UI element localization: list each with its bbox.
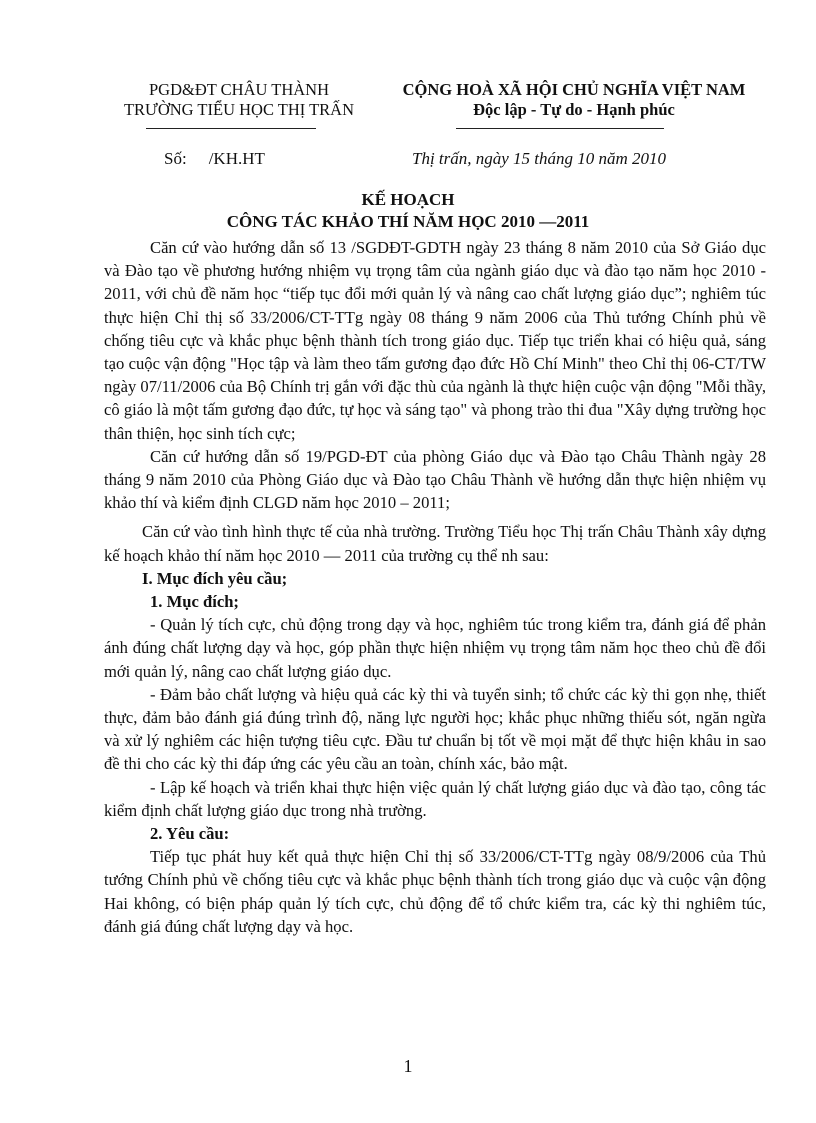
paragraph-objective-1: - Quản lý tích cực, chủ động trong dạy và học, nghiêm túc trong kiểm tra, đánh giá để phản ánh đúng chất lượng dạy và học, góp phần thực hiện nhiệm vụ trọng tâm năm học theo chủ đề đổi mới quản lý, nâng cao chất lượng giáo dục. xyxy=(104,615,766,681)
national-motto xyxy=(384,80,764,120)
agency-department: PGD&ĐT CHÂU THÀNH xyxy=(149,80,329,99)
document-title: KẾ HOẠCH xyxy=(361,190,455,209)
agency-school: TRƯỜNG TIỂU HỌC THỊ TRẤN xyxy=(123,100,355,119)
issuing-agency xyxy=(104,80,374,120)
paragraph-situation: Căn cứ vào tình hình thực tế của nhà trường. Trường Tiểu học Thị trấn Châu Thành xây dựng kế hoạch khảo thí năm học 2010 — 2011 của trường cụ thể nh sau: xyxy=(104,522,766,565)
motto: Độc lập - Tự do - Hạnh phúc xyxy=(473,100,675,119)
paragraph-objective-2: - Đảm bảo chất lượng và hiệu quả các kỳ thi và tuyển sinh; tổ chức các kỳ thi gọn nhẹ, thiết thực, đảm bảo đánh giá đúng trình độ, năng lực người học; khắc phục những thiếu sót, ngăn ngừa và xử lý nghiêm các hiện tượng tiêu cực. Đầu tư chuẩn bị tốt về mọi mặt để thực hiện khâu in sao đề thi cho các kỳ thi đáp ứng các yêu cầu an toàn, chính xác, bảo mật. xyxy=(104,684,766,774)
page-number: 1 xyxy=(403,1056,413,1076)
reference-label: Số: xyxy=(164,149,187,168)
subsection-heading-objectives: 1. Mục đích; xyxy=(150,592,239,612)
country-name: CỘNG HOÀ XÃ HỘI CHỦ NGHĨA VIỆT NAM xyxy=(402,80,746,99)
motto-underline xyxy=(456,128,664,129)
paragraph-objective-3: - Lập kế hoạch và triển khai thực hiện việc quản lý chất lượng giáo dục và đào tạo, công tác kiểm định chất lượng giáo dục trong nhà trường. xyxy=(104,777,766,820)
paragraph-legal-basis-1: Căn cứ vào hướng dẫn số 13 /SGDĐT-GDTH ngày 23 tháng 8 năm 2010 của Sở Giáo dục và Đào tạo về phương hướng nhiệm vụ trọng tâm của ngành giáo dục và đào tạo năm học 2010 - 2011, với chủ đề năm học “tiếp tục đổi mới quản lý và nâng cao chất lượng giáo dục”; nghiêm túc thực hiện Chỉ thị số 33/2006/CT-TTg ngày 08 tháng 9 năm 2006 của Thủ tướng Chính phủ về chống tiêu cực và khắc phục bệnh thành tích trong giáo dục. Tiếp tục triển khai có hiệu quả, sáng tạo cuộc vận động "Học tập và làm theo tấm gương đạo đức Hồ Chí Minh" theo Chỉ thị 06-CT/TW ngày 07/11/2006 của Bộ Chính trị gắn với đặc thù của ngành là thực hiện cuộc vận động "Mỗi thầy, cô giáo là một tấm gương đạo đức, tự học và sáng tạo" và phong trào thi đua "Xây dựng trường học thân thiện, học sinh tích cực; xyxy=(104,238,766,443)
document-date: Thị trấn, ngày 15 tháng 10 năm 2010 xyxy=(412,149,667,168)
document-reference xyxy=(164,149,265,169)
paragraph-requirements: Tiếp tục phát huy kết quả thực hiện Chỉ thị số 33/2006/CT-TTg ngày 08/9/2006 của Thủ tướng Chính phủ về chống tiêu cực và khắc phục bệnh thành tích trong giáo dục và cuộc vận động Hai không, có biện pháp quản lý tích cực, chủ động để tổ chức kiểm tra, các kỳ thi nghiêm túc, đánh giá đúng chất lượng dạy và học. xyxy=(104,847,766,936)
section-heading-purpose: I. Mục đích yêu cầu; xyxy=(142,568,288,588)
subsection-heading-requirements: 2. Yêu cầu: xyxy=(150,824,230,844)
agency-underline xyxy=(146,128,316,129)
document-subtitle: CÔNG TÁC KHẢO THÍ NĂM HỌC 2010 —2011 xyxy=(226,212,590,231)
document-body xyxy=(104,236,766,938)
paragraph-legal-basis-2: Căn cứ hướng dẫn số 19/PGD-ĐT của phòng Giáo dục và Đào tạo Châu Thành ngày 28 tháng 9 năm 2010 của Phòng Giáo dục và Đào tạo Châu Thành về hướng dẫn thực hiện nhiệm vụ khảo thí và kiểm định CLGD năm học 2010 – 2011; xyxy=(104,446,766,513)
reference-code: /KH.HT xyxy=(208,149,265,168)
